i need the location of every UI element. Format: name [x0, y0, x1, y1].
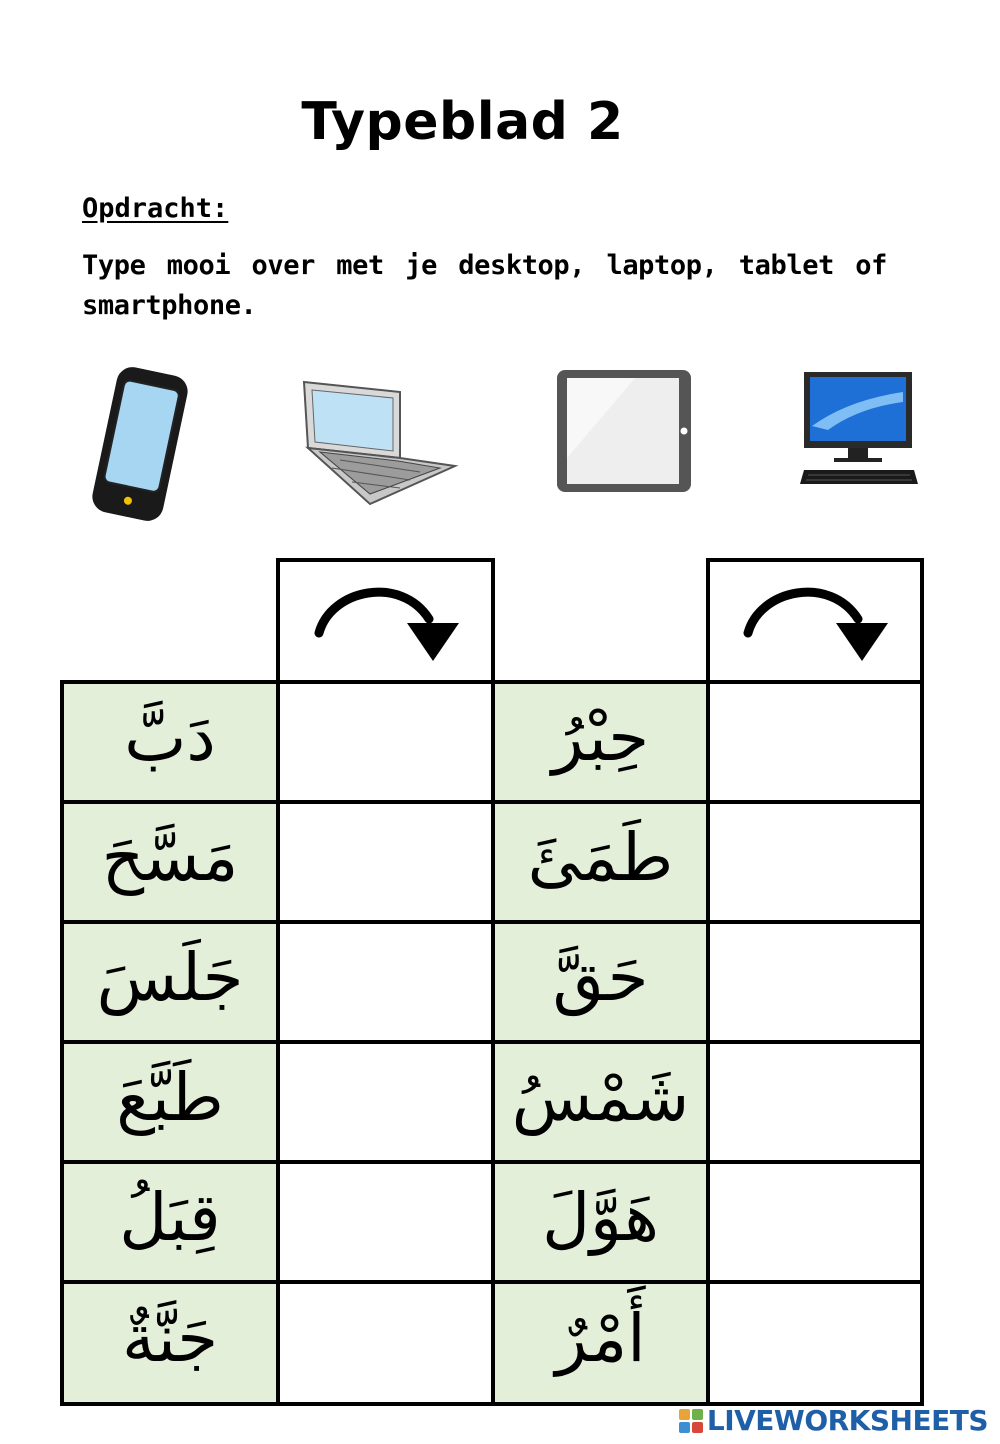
header-arrow-cell-right [706, 558, 924, 684]
answer-input[interactable] [280, 804, 495, 922]
answer-cell[interactable] [276, 920, 495, 1044]
answer-input[interactable] [710, 924, 924, 1042]
answer-cell[interactable] [276, 680, 495, 804]
arabic-word-cell [491, 1040, 710, 1164]
answer-input[interactable] [280, 1284, 495, 1404]
tablet-icon [555, 368, 693, 494]
arabic-word: طَمَئَ [527, 819, 674, 896]
arabic-word-cell [491, 800, 710, 924]
answer-input[interactable] [710, 804, 924, 922]
laptop-icon [300, 378, 460, 508]
answer-cell[interactable] [706, 800, 924, 924]
arabic-word-cell [60, 800, 280, 924]
arabic-word: قِبَلُ [119, 1179, 221, 1256]
arabic-word: طَبَّعَ [116, 1059, 224, 1136]
answer-cell[interactable] [276, 1280, 495, 1406]
page-title: Typeblad 2 [301, 92, 624, 152]
arabic-word-cell [491, 680, 710, 804]
answer-input[interactable] [280, 1044, 495, 1162]
answer-input[interactable] [710, 1044, 924, 1162]
arabic-word: هَوَّلَ [542, 1179, 659, 1256]
answer-input[interactable] [280, 684, 495, 802]
answer-cell[interactable] [706, 1280, 924, 1406]
arabic-word-cell [60, 1160, 280, 1284]
arabic-word: أَمْرٌ [555, 1300, 646, 1377]
header-arrow-cell-left [276, 558, 495, 684]
answer-cell[interactable] [276, 1040, 495, 1164]
answer-cell[interactable] [706, 1160, 924, 1284]
arabic-word: مَسَّحَ [101, 819, 239, 896]
arabic-word-cell [491, 1160, 710, 1284]
arabic-word: حَقَّ [552, 939, 649, 1016]
desktop-computer-icon [798, 370, 920, 488]
curved-arrow-right-icon [311, 571, 461, 671]
arabic-word: جَنَّةٌ [121, 1300, 219, 1377]
assignment-heading: Opdracht: [82, 193, 229, 224]
answer-input[interactable] [710, 1164, 924, 1282]
arabic-word: جَلَسَ [96, 939, 244, 1016]
arabic-word-cell [60, 1280, 280, 1406]
arabic-word-cell [60, 1040, 280, 1164]
answer-cell[interactable] [706, 920, 924, 1044]
arabic-word: حِبْرُ [551, 699, 650, 776]
answer-input[interactable] [710, 684, 924, 802]
arabic-word: شَمْسُ [511, 1059, 690, 1136]
smartphone-icon [84, 362, 196, 526]
liveworksheets-logo-icon [679, 1409, 703, 1433]
liveworksheets-brand: LIVEWORKSHEETS [706, 1404, 988, 1437]
answer-cell[interactable] [276, 1160, 495, 1284]
assignment-instruction: Type mooi over met je desktop, laptop, tablet of smartphone. [82, 250, 887, 321]
arabic-word: دَبَّ [124, 699, 216, 776]
answer-input[interactable] [710, 1284, 924, 1404]
arabic-word-cell [491, 1280, 710, 1406]
curved-arrow-right-icon [740, 571, 890, 671]
answer-cell[interactable] [706, 680, 924, 804]
answer-cell[interactable] [706, 1040, 924, 1164]
arabic-word-cell [60, 680, 280, 804]
arabic-word-cell [60, 920, 280, 1044]
answer-cell[interactable] [276, 800, 495, 924]
liveworksheets-footer [679, 1404, 988, 1437]
arabic-word-cell [491, 920, 710, 1044]
answer-input[interactable] [280, 1164, 495, 1282]
answer-input[interactable] [280, 924, 495, 1042]
